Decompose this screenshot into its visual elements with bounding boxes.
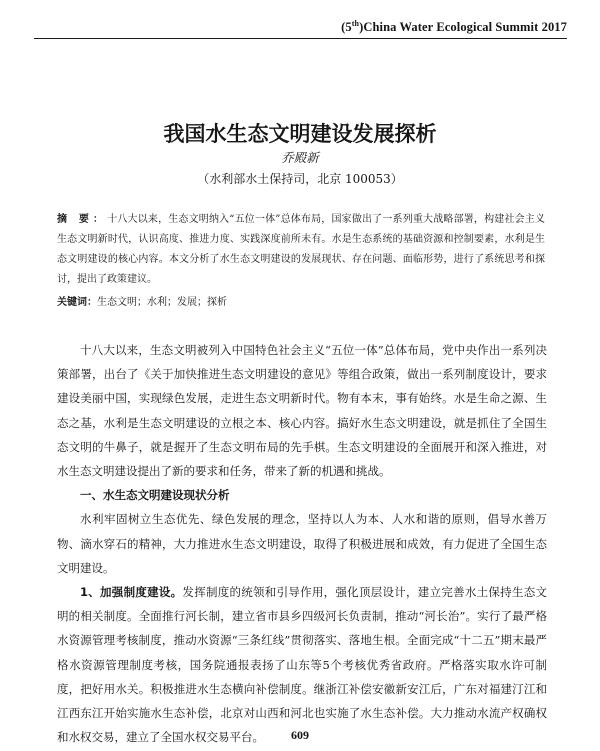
section-heading-1: 一、水生态文明建设现状分析 [80,488,230,503]
header-rule [34,38,567,39]
abstract [57,210,545,290]
keywords [57,294,545,312]
body-text [57,338,547,749]
header-suffix: )China Water Ecological Summit 2017 [359,20,567,35]
author-affiliation: （水利部水土保持司，北京 100053） [197,172,403,186]
header-prefix: (5 [341,20,352,35]
running-header [341,19,567,35]
keywords-text: 生态文明；水利；发展；探析 [97,297,227,308]
paragraph-3-text: 发挥制度的统领和引导作用，强化顶层设计，建立完善水土保持生态文明的相关制度。全面推行河长制，建立省市县乡四级河长负责制，推动“河长治”。实行了最严格水资源管理考核制度，推动水资源“三条红线”贯彻落实、落地生根。全面完成“十二五”期末最严格水资源管理制度考核，国务院通报表扬了山东等5个考核优秀省政府。严格落实取水许可制度，把好用水关。积极推进水生态横向补偿制度。继浙江补偿安徽新安江后，广东对福建汀江和江西东江开始实施水生态补偿，北京对山西和河北也实施了水生态补偿。大力推动水流产权确权和水权交易，建立了全国水权交易平台。 [57,585,547,745]
abstract-text: 十八大以来，生态文明纳入“五位一体”总体布局，国家做出了一系列重大战略部署，构建社会主义生态文明新时代，认识高度、推进力度、实践深度前所未有。水是生态系统的基础资源和控制要素，水利是生态文明建设的核心内容。本文分析了水生态文明建设的发展现状、存在问题、面临形势，进行了系统思考和探讨，提出了政策建议。 [57,214,545,285]
header-sup: th [351,19,360,28]
body-paragraph-2: 水利牢固树立生态优先、绿色发展的理念，坚持以人为本、人水和谐的原则，倡导水善万物、滴水穿石的精神，大力推进水生态文明建设，取得了积极进展和成效，有力促进了全国生态文明建设。 [57,512,547,575]
body-paragraph-3 [57,580,547,749]
paper-title: 我国水生态文明建设发展探析 [163,122,437,146]
abstract-label: 摘 要： [57,214,108,225]
author-name: 乔殿新 [281,150,319,165]
keywords-label: 关键词： [57,297,97,308]
paragraph-3-lead: 1、加强制度建设。 [80,585,183,600]
page-number: 609 [291,728,309,742]
body-paragraph-1: 十八大以来，生态文明被列入中国特色社会主义“五位一体”总体布局，党中央作出一系列决策部署，出台了《关于加快推进生态文明建设的意见》等组合政策，做出一系列制度设计，要求建设美丽中国，实现绿色发展，走进生态文明新时代。物有本末，事有始终。水是生命之源、生态之基，水利是生态文明建设的立根之本、核心内容。搞好水生态文明建设，就是抓住了全国生态文明的牛鼻子，就是握开了生态文明布局的先手棋。生态文明建设的全面展开和深入推进，对水生态文明建设提出了新的要求和任务，带来了新的机遇和挑战。 [57,343,547,479]
